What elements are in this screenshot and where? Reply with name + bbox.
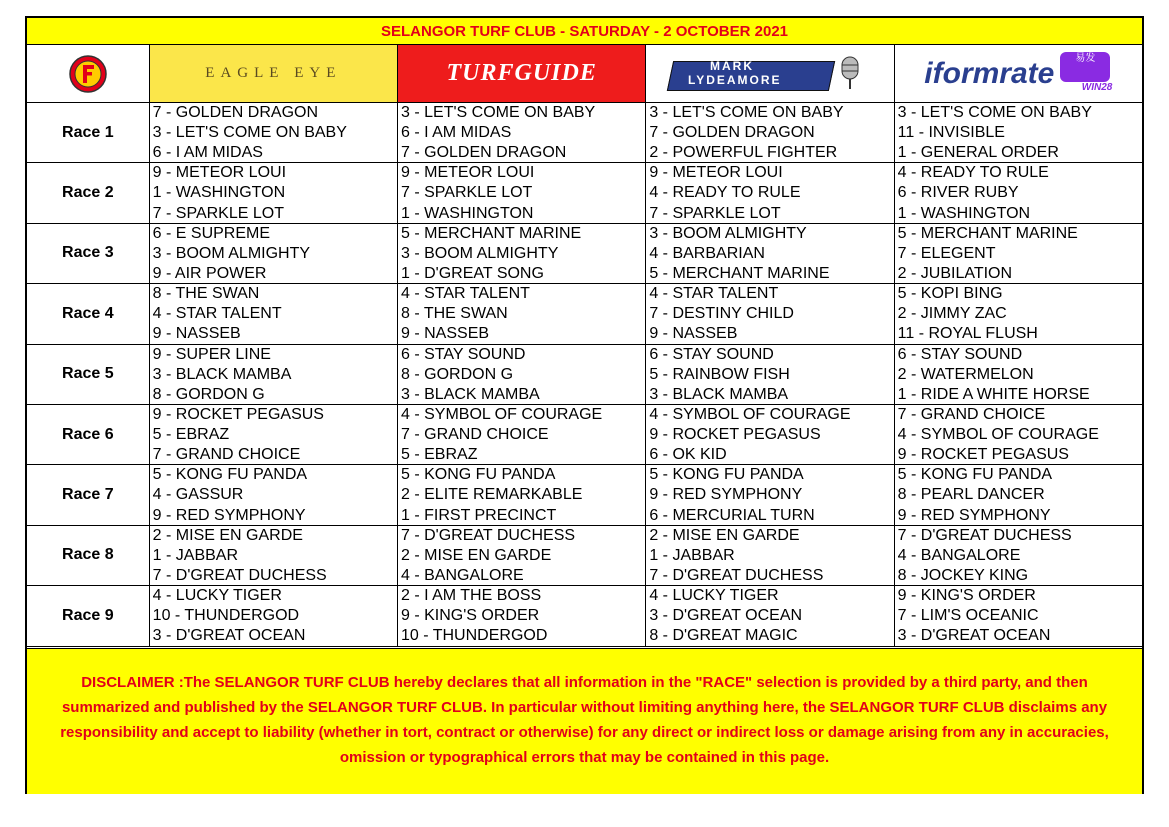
pick-line: 7 - LIM'S OCEANIC <box>897 607 1039 625</box>
pick-line: 9 - KING'S ORDER <box>897 587 1036 605</box>
tipster-picks-cell <box>398 526 646 585</box>
tipster-picks-cell <box>646 526 894 585</box>
tipster-picks-cell <box>398 465 646 524</box>
pick-line: 10 - THUNDERGOD <box>401 627 548 645</box>
pick-line: 7 - SPARKLE LOT <box>152 204 284 222</box>
pick-line: 4 - LUCKY TIGER <box>649 587 779 605</box>
pick-line: 9 - METEOR LOUI <box>401 164 535 182</box>
pick-line: 1 - FIRST PRECINCT <box>401 506 557 524</box>
race-row <box>27 405 1142 465</box>
tipster-picks-cell <box>150 526 398 585</box>
tipster-picks-cell <box>895 103 1142 162</box>
pick-line: 5 - RAINBOW FISH <box>649 365 790 383</box>
pick-line: 8 - THE SWAN <box>152 285 260 303</box>
tipster-picks-cell <box>895 586 1142 645</box>
chinese-text: 易发 <box>1075 52 1096 64</box>
pick-line: 6 - MERCURIAL TURN <box>649 506 815 524</box>
race-label: Race 5 <box>27 345 150 404</box>
pick-line: 7 - SPARKLE LOT <box>401 184 533 202</box>
race-label: Race 7 <box>27 465 150 524</box>
iformrate-logo-cell <box>895 45 1142 102</box>
pick-line: 11 - INVISIBLE <box>897 124 1005 142</box>
pick-line: 6 - STAY SOUND <box>897 345 1023 363</box>
pick-line: 1 - WASHINGTON <box>897 204 1031 222</box>
eagle-eye-logo: EAGLE EYE <box>205 65 342 81</box>
pick-line: 3 - LET'S COME ON BABY <box>649 104 844 121</box>
pick-line: 3 - BLACK MAMBA <box>401 385 540 403</box>
pick-line: 4 - READY TO RULE <box>649 184 801 202</box>
pick-line: 7 - GRAND CHOICE <box>897 405 1046 423</box>
pick-line: 5 - KONG FU PANDA <box>152 466 308 484</box>
pick-line: 3 - BOOM ALMIGHTY <box>649 224 807 242</box>
pick-line: 6 - I AM MIDAS <box>401 124 512 142</box>
race-row <box>27 465 1142 525</box>
pick-line: 3 - LET'S COME ON BABY <box>401 104 596 121</box>
pick-line: 9 - KING'S ORDER <box>401 607 540 625</box>
pick-line: 3 - LET'S COME ON BABY <box>897 104 1092 121</box>
race-label: Race 6 <box>27 405 150 464</box>
pick-line: 1 - JABBAR <box>649 546 735 564</box>
tipster-picks-cell <box>398 345 646 404</box>
pick-line: 7 - D'GREAT DUCHESS <box>401 526 576 544</box>
pick-line: 2 - JIMMY ZAC <box>897 305 1007 323</box>
pick-line: 9 - RED SYMPHONY <box>649 486 803 504</box>
pick-line: 4 - BANGALORE <box>401 566 524 584</box>
pick-line: 10 - THUNDERGOD <box>152 607 300 625</box>
race-row <box>27 224 1142 284</box>
stc-crest-icon <box>68 54 108 94</box>
pick-line: 1 - RIDE A WHITE HORSE <box>897 385 1090 403</box>
race-label: Race 3 <box>27 224 150 283</box>
pick-line: 8 - PEARL DANCER <box>897 486 1045 504</box>
pick-line: 9 - METEOR LOUI <box>152 164 287 182</box>
race-row <box>27 103 1142 163</box>
pick-line: 8 - JOCKEY KING <box>897 566 1029 584</box>
turfguide-logo-cell <box>398 45 646 102</box>
tipster-picks-cell <box>895 163 1142 222</box>
race-label: Race 8 <box>27 526 150 585</box>
pick-line: 4 - STAR TALENT <box>401 285 530 303</box>
race-label: Race 4 <box>27 284 150 343</box>
pick-line: 3 - BLACK MAMBA <box>152 365 292 383</box>
pick-line: 9 - SUPER LINE <box>152 345 271 363</box>
pick-line: 4 - BARBARIAN <box>649 244 765 262</box>
pick-line: 3 - D'GREAT OCEAN <box>152 627 306 645</box>
turfguide-logo: TURFGUIDE <box>446 60 597 86</box>
lydeamore-text: LYDEAMORE <box>687 72 782 87</box>
pick-line: 4 - READY TO RULE <box>897 164 1049 182</box>
pick-line: 2 - JUBILATION <box>897 264 1013 282</box>
eagle-eye-logo-cell <box>150 45 398 102</box>
pick-line: 9 - NASSEB <box>649 325 738 343</box>
pick-line: 2 - MISE EN GARDE <box>401 546 552 564</box>
pick-line: 9 - ROCKET PEGASUS <box>649 426 821 444</box>
tipster-picks-cell <box>646 405 894 464</box>
pick-line: 2 - MISE EN GARDE <box>649 526 800 544</box>
pick-line: 1 - WASHINGTON <box>152 184 286 202</box>
pick-line: 8 - GORDON G <box>152 385 265 403</box>
pick-line: 2 - ELITE REMARKABLE <box>401 486 583 504</box>
pick-line: 4 - SYMBOL OF COURAGE <box>897 426 1099 444</box>
pick-line: 5 - MERCHANT MARINE <box>649 264 830 282</box>
pick-line: 5 - KONG FU PANDA <box>897 466 1053 484</box>
tipster-picks-cell <box>150 405 398 464</box>
lydeamore-logo <box>670 53 870 95</box>
pick-line: 1 - D'GREAT SONG <box>401 264 544 282</box>
pick-line: 5 - EBRAZ <box>401 446 478 464</box>
pick-line: 5 - KONG FU PANDA <box>649 466 804 484</box>
race-label: Race 1 <box>27 103 150 162</box>
pick-line: 4 - LUCKY TIGER <box>152 587 282 605</box>
tipster-picks-cell <box>398 163 646 222</box>
tipster-picks-cell <box>398 405 646 464</box>
tipster-picks-cell <box>895 465 1142 524</box>
mark-text: MARK <box>709 58 754 73</box>
race-row <box>27 284 1142 344</box>
pick-line: 8 - THE SWAN <box>401 305 508 323</box>
pick-line: 11 - ROYAL FLUSH <box>897 325 1038 343</box>
pick-line: 4 - SYMBOL OF COURAGE <box>649 405 851 423</box>
logo-row <box>27 45 1142 103</box>
pick-line: 9 - RED SYMPHONY <box>897 506 1051 524</box>
microphone-icon <box>830 53 870 93</box>
pick-line: 5 - EBRAZ <box>152 426 230 444</box>
pick-line: 7 - SPARKLE LOT <box>649 204 781 222</box>
race-row <box>27 586 1142 646</box>
pick-line: 6 - RIVER RUBY <box>897 184 1019 202</box>
pick-line: 3 - LET'S COME ON BABY <box>152 124 347 142</box>
tipster-picks-cell <box>150 103 398 162</box>
pick-line: 6 - OK KID <box>649 446 727 464</box>
lydeamore-logo-cell <box>646 45 894 102</box>
pick-line: 5 - MERCHANT MARINE <box>401 224 582 242</box>
pick-line: 8 - GORDON G <box>401 365 514 383</box>
tipster-picks-cell <box>895 345 1142 404</box>
pick-line: 1 - WASHINGTON <box>401 204 534 222</box>
pick-line: 2 - MISE EN GARDE <box>152 526 303 544</box>
pick-line: 7 - DESTINY CHILD <box>649 305 794 323</box>
tipster-picks-cell <box>398 103 646 162</box>
pick-line: 6 - I AM MIDAS <box>152 144 263 162</box>
pick-line: 7 - D'GREAT DUCHESS <box>897 526 1072 544</box>
tipster-picks-cell <box>150 345 398 404</box>
horse-icon <box>1060 52 1110 82</box>
pick-line: 7 - GOLDEN DRAGON <box>649 124 815 142</box>
tipster-picks-cell <box>398 224 646 283</box>
tipster-picks-cell <box>646 586 894 645</box>
page-title: SELANGOR TURF CLUB - SATURDAY - 2 OCTOBER 2021 <box>27 18 1142 45</box>
pick-line: 3 - BOOM ALMIGHTY <box>401 244 559 262</box>
race-row <box>27 163 1142 223</box>
pick-line: 5 - KOPI BING <box>897 285 1003 303</box>
tipster-picks-cell <box>150 284 398 343</box>
tipster-picks-cell <box>646 163 894 222</box>
win28-badge <box>1058 52 1112 96</box>
pick-line: 6 - STAY SOUND <box>649 345 774 363</box>
pick-line: 2 - WATERMELON <box>897 365 1034 383</box>
pick-line: 3 - D'GREAT OCEAN <box>649 607 803 625</box>
pick-line: 6 - E SUPREME <box>152 224 271 242</box>
tipster-picks-cell <box>646 345 894 404</box>
tipsheet <box>25 16 1144 794</box>
win28-text: WIN28 <box>1081 81 1113 93</box>
tipster-picks-cell <box>646 224 894 283</box>
pick-line: 4 - STAR TALENT <box>152 305 282 323</box>
pick-line: 4 - STAR TALENT <box>649 285 779 303</box>
tipster-picks-cell <box>895 284 1142 343</box>
pick-line: 3 - BLACK MAMBA <box>649 385 789 403</box>
tipster-picks-cell <box>895 405 1142 464</box>
tipster-picks-cell <box>150 586 398 645</box>
tipster-picks-cell <box>646 103 894 162</box>
tipster-picks-cell <box>398 586 646 645</box>
pick-line: 8 - D'GREAT MAGIC <box>649 627 798 645</box>
pick-line: 6 - STAY SOUND <box>401 345 526 363</box>
pick-line: 9 - NASSEB <box>401 325 490 343</box>
club-logo-cell <box>27 45 150 102</box>
pick-line: 7 - GRAND CHOICE <box>401 426 549 444</box>
pick-line: 9 - ROCKET PEGASUS <box>897 446 1069 464</box>
race-row <box>27 526 1142 586</box>
pick-line: 7 - GOLDEN DRAGON <box>152 104 319 121</box>
pick-line: 3 - D'GREAT OCEAN <box>897 627 1051 645</box>
pick-line: 5 - KONG FU PANDA <box>401 466 556 484</box>
pick-line: 2 - POWERFUL FIGHTER <box>649 144 838 162</box>
pick-line: 9 - METEOR LOUI <box>649 164 783 182</box>
pick-line: 4 - SYMBOL OF COURAGE <box>401 405 603 423</box>
tipster-picks-cell <box>398 284 646 343</box>
pick-line: 3 - BOOM ALMIGHTY <box>152 244 311 262</box>
pick-line: 9 - ROCKET PEGASUS <box>152 405 324 423</box>
disclaimer: DISCLAIMER :The SELANGOR TURF CLUB hereby declares that all information in the "RACE" selection is provided by a third party, and then summarized and published by the SELANGOR TURF CLUB. In particular without limiting anything here, the SELANGOR TURF CLUB disclaims any responsibility and accept to liability (whether in tort, contract or otherwise) for any direct or indirect loss or damage arising from any in accuracies, omission or typographical errors that may be contained in this page. <box>27 648 1142 794</box>
tipster-picks-cell <box>646 465 894 524</box>
pick-line: 5 - MERCHANT MARINE <box>897 224 1078 242</box>
pick-line: 2 - I AM THE BOSS <box>401 587 542 605</box>
pick-line: 1 - GENERAL ORDER <box>897 144 1059 162</box>
pick-line: 1 - JABBAR <box>152 546 239 564</box>
tipster-picks-cell <box>150 163 398 222</box>
pick-line: 4 - GASSUR <box>152 486 244 504</box>
iformrate-logo: iformrate <box>924 56 1055 90</box>
pick-line: 7 - GOLDEN DRAGON <box>401 144 567 162</box>
tipster-picks-cell <box>895 224 1142 283</box>
pick-line: 7 - GRAND CHOICE <box>152 446 301 464</box>
pick-line: 9 - AIR POWER <box>152 264 267 282</box>
tipster-picks-cell <box>646 284 894 343</box>
pick-line: 7 - D'GREAT DUCHESS <box>152 566 327 584</box>
tipster-picks-cell <box>150 224 398 283</box>
race-label: Race 9 <box>27 586 150 645</box>
race-label: Race 2 <box>27 163 150 222</box>
pick-line: 7 - D'GREAT DUCHESS <box>649 566 824 584</box>
race-row <box>27 345 1142 405</box>
pick-line: 9 - NASSEB <box>152 325 241 343</box>
tipster-picks-cell <box>150 465 398 524</box>
race-grid <box>27 103 1142 647</box>
tipster-picks-cell <box>895 526 1142 585</box>
pick-line: 9 - RED SYMPHONY <box>152 506 306 524</box>
pick-line: 7 - ELEGENT <box>897 244 996 262</box>
pick-line: 4 - BANGALORE <box>897 546 1021 564</box>
